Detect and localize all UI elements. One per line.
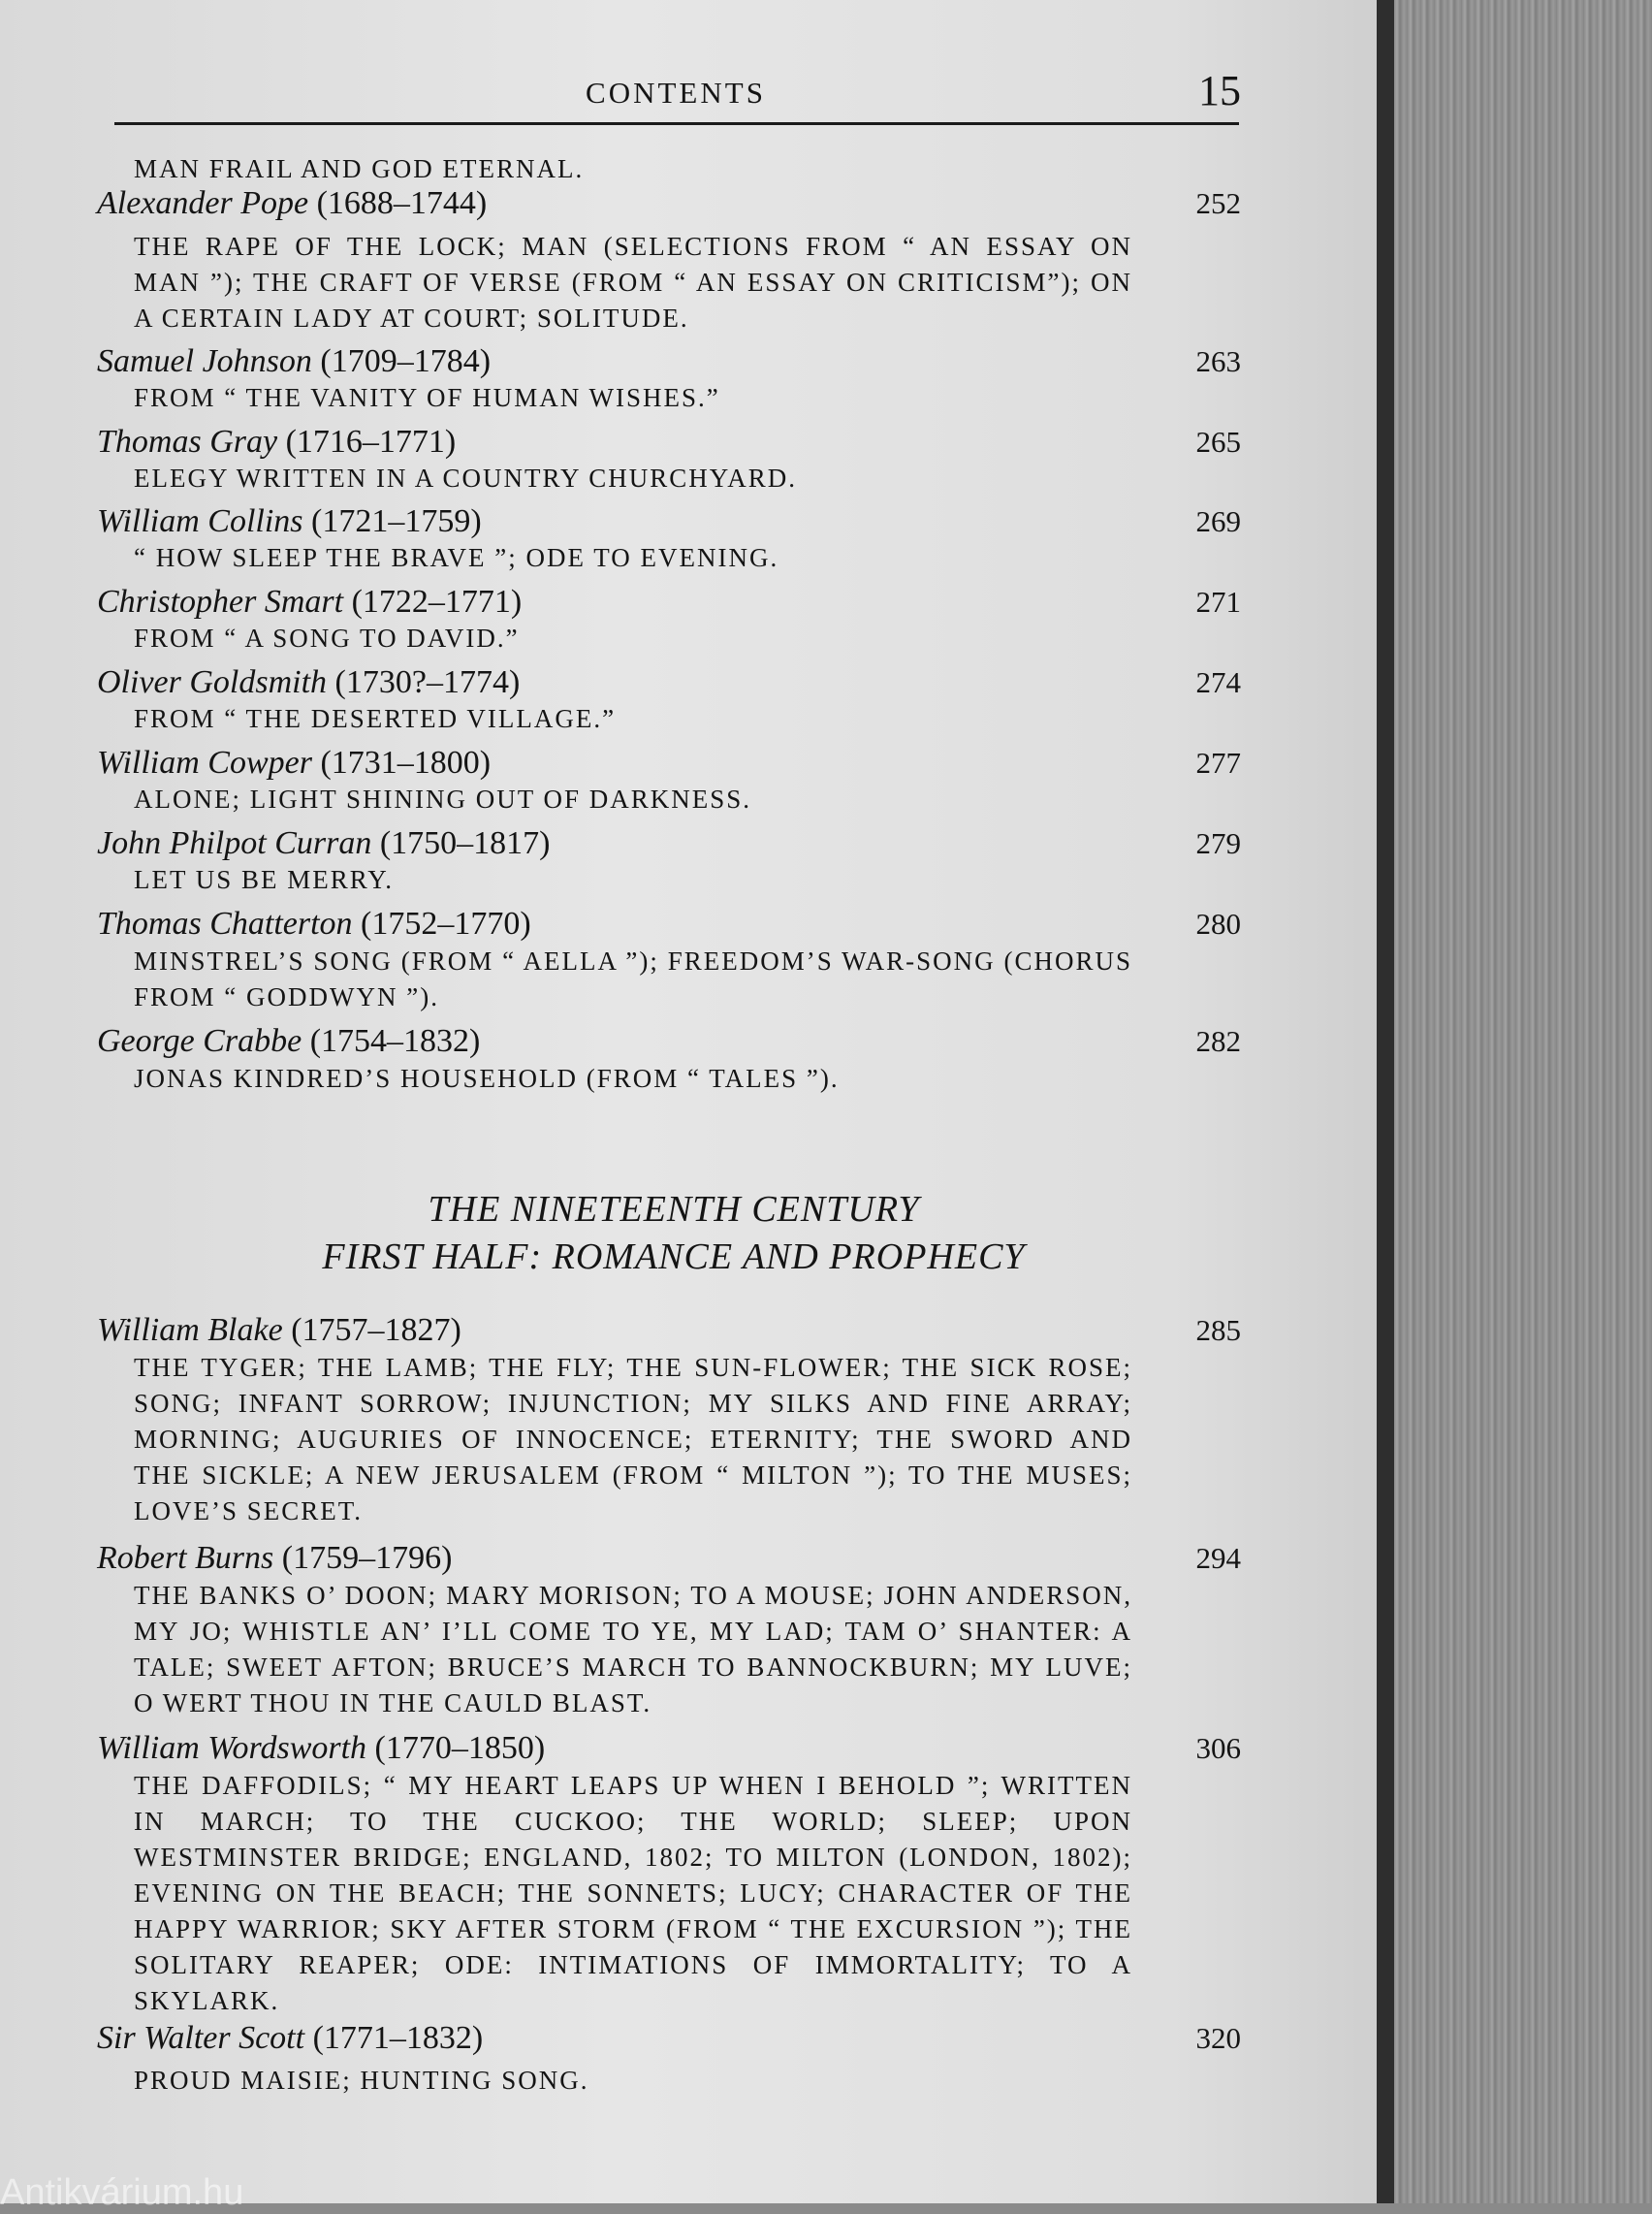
author-entry [97, 423, 969, 462]
poem-list: FROM “ A SONG TO DAVID.” [134, 624, 520, 653]
page-fore-edge [1377, 0, 1394, 2203]
page-number: 252 [1195, 186, 1241, 220]
author-dates: (1754–1832) [309, 1023, 481, 1059]
poem-list: THE RAPE OF THE LOCK; MAN (SELECTIONS FROM “ AN ESSAY ON MAN ”); THE CRAFT OF VERSE (FROM “ AN ESSAY ON CRITICISM”); ON A CERTAIN LADY AT COURT; SOLITUDE. [134, 232, 1132, 333]
author-dates: (1688–1744) [316, 185, 488, 221]
author-entry [97, 824, 969, 863]
author-entry [97, 342, 969, 381]
author-entry [97, 1539, 969, 1578]
author-name: William Collins [97, 503, 303, 539]
author-entry [97, 1022, 969, 1061]
poem-list: THE TYGER; THE LAMB; THE FLY; THE SUN-FLOWER; THE SICK ROSE; SONG; INFANT SORROW; INJUNCTION; MY SILKS AND FINE ARRAY; MORNING; AUGURIES OF INNOCENCE; ETERNITY; THE SWORD AND THE SICKLE; A NEW JERUSALEM (FROM “ MILTON ”); TO THE MUSES; LOVE’S SECRET. [134, 1353, 1132, 1525]
poem-list: LET US BE MERRY. [134, 865, 395, 894]
author-entry [97, 1311, 969, 1350]
author-dates: (1716–1771) [285, 424, 457, 460]
author-name: Samuel Johnson [97, 343, 312, 379]
section-heading: THE NINETEENTH CENTURY [428, 1189, 920, 1230]
author-dates: (1770–1850) [374, 1730, 546, 1766]
page-number: 279 [1195, 826, 1241, 860]
section-subheading: FIRST HALF: ROMANCE AND PROPHECY [322, 1236, 1026, 1277]
author-name: Oliver Goldsmith [97, 664, 328, 700]
author-dates: (1721–1759) [311, 503, 482, 539]
author-dates: (1759–1796) [281, 1540, 453, 1576]
page-number: 274 [1195, 665, 1241, 699]
author-entry [97, 502, 969, 541]
author-dates: (1722–1771) [351, 584, 523, 620]
author-name: Thomas Chatterton [97, 906, 353, 942]
running-header-title: CONTENTS [586, 76, 766, 110]
author-name: Christopher Smart [97, 584, 344, 620]
author-dates: (1731–1800) [320, 745, 492, 781]
author-name: William Blake [97, 1312, 283, 1348]
author-entry [97, 905, 969, 944]
poem-list: ALONE; LIGHT SHINING OUT OF DARKNESS. [134, 785, 752, 814]
author-entry [97, 184, 969, 223]
poem-list: FROM “ THE VANITY OF HUMAN WISHES.” [134, 383, 720, 412]
poem-list: MINSTREL’S SONG (FROM “ AELLA ”); FREEDOM’S WAR-SONG (CHORUS FROM “ GODDWYN ”). [134, 947, 1132, 1011]
page-number: 320 [1195, 2021, 1241, 2055]
author-dates: (1757–1827) [291, 1312, 461, 1348]
page-number: 285 [1195, 1313, 1241, 1347]
page-number: 294 [1195, 1541, 1241, 1575]
poem-list: THE BANKS O’ DOON; MARY MORISON; TO A MOUSE; JOHN ANDERSON, MY JO; WHISTLE AN’ I’LL COME TO YE, MY LAD; TAM O’ SHANTER: A TALE; SWEET AFTON; BRUCE’S MARCH TO BANNOCKBURN; MY LUVE; O WERT THOU IN THE CAULD BLAST. [134, 1581, 1132, 1717]
author-name: Alexander Pope [97, 185, 309, 221]
poem-list: PROUD MAISIE; HUNTING SONG. [134, 2066, 589, 2095]
running-header-page-number: 15 [1198, 67, 1241, 114]
poem-list: ELEGY WRITTEN IN A COUNTRY CHURCHYARD. [134, 464, 798, 493]
author-name: William Wordsworth [97, 1730, 367, 1766]
author-name: George Crabbe [97, 1023, 302, 1059]
author-dates: (1752–1770) [361, 906, 531, 942]
watermark: Antikvárium.hu [0, 2172, 244, 2213]
author-name: Sir Walter Scott [97, 2020, 305, 2056]
author-entry [97, 583, 969, 622]
author-entry [97, 663, 969, 702]
book-cover-board [1394, 0, 1652, 2203]
poem-list: MAN FRAIL AND GOD ETERNAL. [134, 154, 585, 183]
author-dates: (1771–1832) [312, 2020, 484, 2056]
page-number: 280 [1195, 907, 1241, 941]
author-name: Robert Burns [97, 1540, 274, 1576]
poem-list: THE DAFFODILS; “ MY HEART LEAPS UP WHEN I BEHOLD ”; WRITTEN IN MARCH; TO THE CUCKOO; THE WORLD; SLEEP; UPON WESTMINSTER BRIDGE; ENGLAND, 1802; TO MILTON (LONDON, 1802); EVENING ON THE BEACH; THE SONNETS; LUCY; CHARACTER OF THE HAPPY WARRIOR; SKY AFTER STORM (FROM “ THE EXCURSION ”); THE SOLITARY REAPER; ODE: INTIMATIONS OF IMMORTALITY; TO A SKYLARK. [134, 1771, 1132, 2015]
page-number: 277 [1195, 746, 1241, 780]
page-number: 271 [1195, 585, 1241, 619]
poem-list: JONAS KINDRED’S HOUSEHOLD (FROM “ TALES ”). [134, 1064, 840, 1093]
page-number: 306 [1195, 1731, 1241, 1765]
page-number: 263 [1195, 344, 1241, 378]
author-entry [97, 2019, 969, 2058]
author-entry [97, 744, 969, 783]
author-entry [97, 1729, 969, 1768]
page-number: 269 [1195, 504, 1241, 538]
author-dates: (1730?–1774) [334, 664, 521, 700]
author-dates: (1750–1817) [379, 825, 551, 861]
poem-list: FROM “ THE DESERTED VILLAGE.” [134, 704, 617, 733]
page-number: 282 [1195, 1024, 1241, 1058]
poem-list: “ HOW SLEEP THE BRAVE ”; ODE TO EVENING. [134, 543, 779, 572]
page-number: 265 [1195, 425, 1241, 459]
author-name: William Cowper [97, 745, 312, 781]
author-name: Thomas Gray [97, 424, 278, 460]
author-name: John Philpot Curran [97, 825, 372, 861]
author-dates: (1709–1784) [320, 343, 492, 379]
